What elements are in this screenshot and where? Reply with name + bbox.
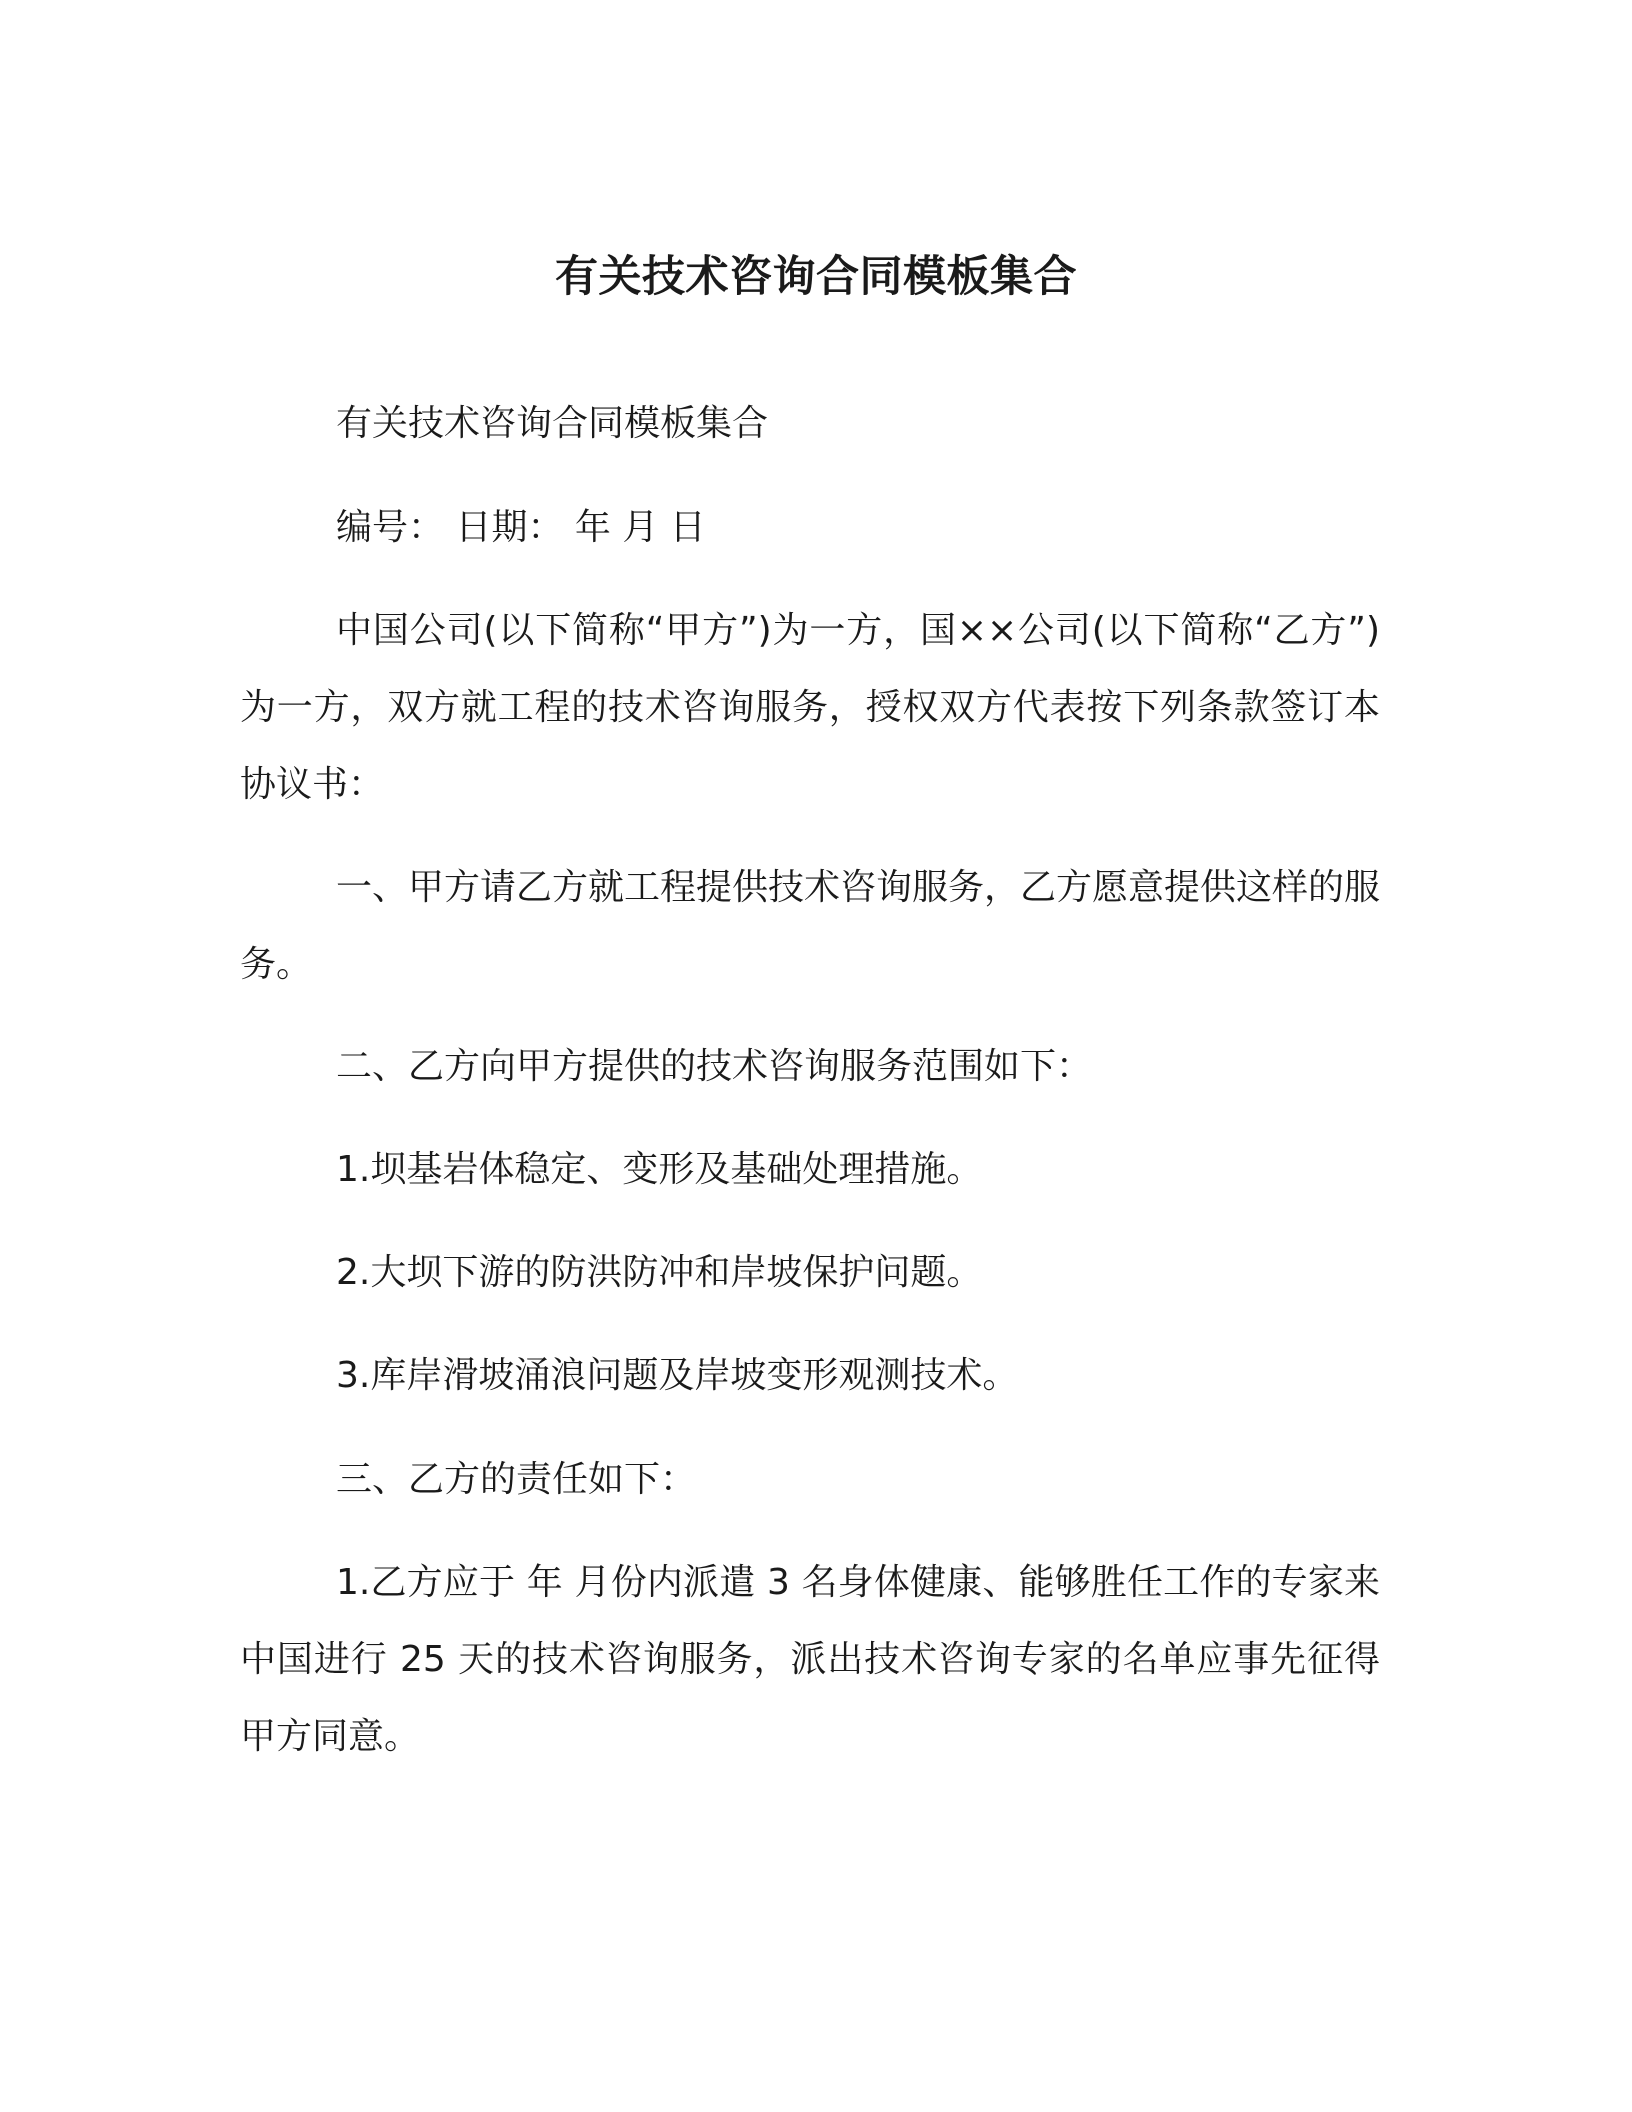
paragraph-parties: 中国公司(以下简称“甲方”)为一方，国××公司(以下简称“乙方”) 为一方，双方就工程的技术咨询服务，授权双方代表按下列条款签订本协议书： (240, 610, 1380, 805)
paragraph-number-date: 编号： 日期： 年 月 日 (336, 507, 706, 548)
paragraph-clause-one: 一、甲方请乙方就工程提供技术咨询服务，乙方愿意提供这样的服务。 (240, 867, 1381, 985)
paragraph-scope-item-2: 2.大坝下游的防洪防冲和岸坡保护问题。 (336, 1252, 983, 1293)
paragraph-clause-three: 三、乙方的责任如下： (336, 1459, 697, 1500)
paragraph-scope-item-3: 3.库岸滑坡涌浪问题及岸坡变形观测技术。 (336, 1355, 1019, 1396)
paragraph-responsibility-item-1: 1.乙方应于 年 月份内派遣 3 名身体健康、能够胜任工作的专家来中国进行 25 天的技术咨询服务，派出技术咨询专家的名单应事先征得甲方同意。 (240, 1562, 1380, 1757)
paragraph-clause-two: 二、乙方向甲方提供的技术咨询服务范围如下： (336, 1046, 1093, 1087)
paragraph-scope-item-1: 1.坝基岩体稳定、变形及基础处理措施。 (336, 1149, 983, 1190)
paragraph-heading-repeat: 有关技术咨询合同模板集合 (336, 403, 769, 444)
document-title: 有关技术咨询合同模板集合 (555, 251, 1077, 302)
